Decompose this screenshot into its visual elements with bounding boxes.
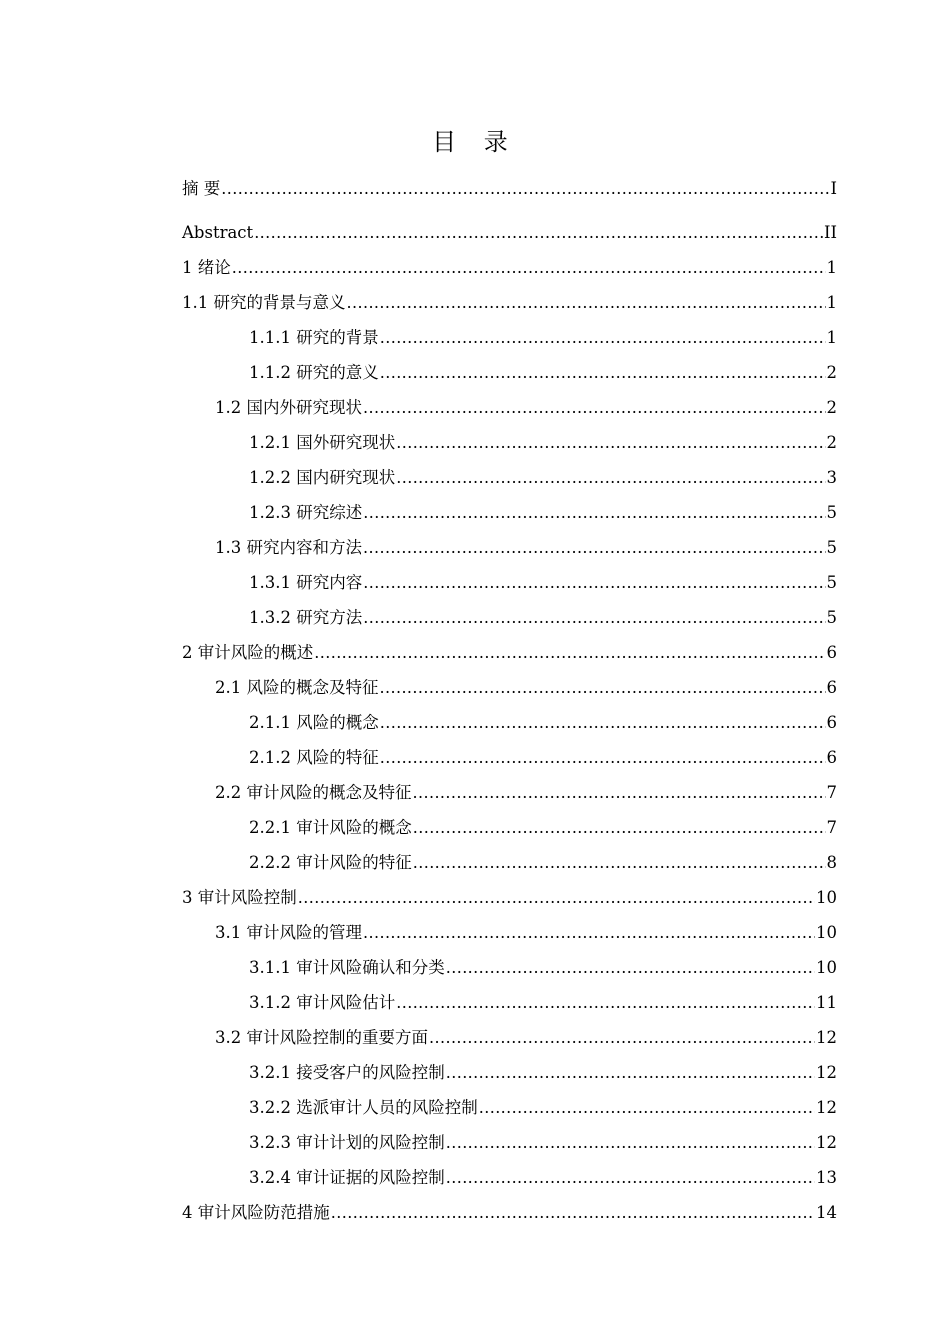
toc-entry[interactable] bbox=[182, 815, 837, 839]
toc-entry-page-number: 2 bbox=[826, 433, 837, 452]
toc-dot-leader bbox=[314, 642, 825, 664]
toc-entry-page-number: 7 bbox=[826, 818, 837, 837]
toc-entry[interactable] bbox=[182, 570, 837, 594]
toc-entry-page-number: 5 bbox=[826, 503, 837, 522]
toc-entry-label: 3.2.4 审计证据的风险控制 bbox=[249, 1168, 445, 1187]
toc-entry[interactable] bbox=[182, 1025, 837, 1049]
toc-entry-label: 3.2.2 选派审计人员的风险控制 bbox=[249, 1098, 478, 1117]
toc-entry-page-number: 10 bbox=[816, 888, 837, 907]
toc-entry-label: 3.1.1 审计风险确认和分类 bbox=[249, 958, 445, 977]
toc-entry-page-number: 12 bbox=[816, 1028, 837, 1047]
toc-dot-leader bbox=[380, 362, 826, 384]
toc-entry-label: 3 审计风险控制 bbox=[182, 888, 297, 907]
toc-entry-page-number: 5 bbox=[826, 608, 837, 627]
toc-dot-leader bbox=[396, 432, 825, 454]
toc-entry[interactable] bbox=[182, 1165, 837, 1189]
toc-entry[interactable] bbox=[182, 745, 837, 769]
toc-entry[interactable] bbox=[182, 1095, 837, 1119]
toc-entry-label: 3.2 审计风险控制的重要方面 bbox=[215, 1028, 428, 1047]
toc-dot-leader bbox=[429, 1027, 815, 1049]
toc-entry-page-number: I bbox=[830, 179, 837, 198]
toc-entry[interactable] bbox=[182, 780, 837, 804]
toc-entry[interactable] bbox=[182, 360, 837, 384]
toc-entry-label: 2.2.1 审计风险的概念 bbox=[249, 818, 412, 837]
toc-dot-leader bbox=[446, 1132, 815, 1154]
toc-entry[interactable] bbox=[182, 920, 837, 944]
toc-entry-page-number: 1 bbox=[826, 293, 837, 312]
toc-entry-label: 1.1 研究的背景与意义 bbox=[182, 293, 346, 312]
toc-entry[interactable] bbox=[182, 955, 837, 979]
toc-entry[interactable] bbox=[182, 675, 837, 699]
toc-entry[interactable] bbox=[182, 885, 837, 909]
toc-entry-label: 1.1.2 研究的意义 bbox=[249, 363, 379, 382]
toc-entry-label: Abstract bbox=[182, 223, 254, 242]
toc-entry-label: 2.2.2 审计风险的特征 bbox=[249, 853, 412, 872]
toc-dot-leader bbox=[446, 1167, 815, 1189]
toc-dot-leader bbox=[232, 257, 826, 279]
toc-dot-leader bbox=[413, 817, 826, 839]
toc-entry[interactable] bbox=[182, 640, 837, 664]
toc-entry-page-number: 12 bbox=[816, 1133, 837, 1152]
toc-entry-page-number: II bbox=[823, 223, 837, 242]
toc-dot-leader bbox=[413, 852, 826, 874]
toc-entry-page-number: 1 bbox=[826, 328, 837, 347]
toc-dot-leader bbox=[254, 222, 823, 244]
toc-dot-leader bbox=[380, 327, 826, 349]
toc-dot-leader bbox=[396, 992, 815, 1014]
toc-entry[interactable] bbox=[182, 990, 837, 1014]
toc-dot-leader bbox=[380, 677, 826, 699]
toc-entry-page-number: 3 bbox=[826, 468, 837, 487]
toc-entry[interactable] bbox=[182, 535, 837, 559]
toc-entry[interactable] bbox=[182, 290, 837, 314]
toc-dot-leader bbox=[363, 572, 825, 594]
toc-entry-page-number: 13 bbox=[816, 1168, 837, 1187]
toc-entry-label: 1.3 研究内容和方法 bbox=[215, 538, 362, 557]
toc-entry-label: 4 审计风险防范措施 bbox=[182, 1203, 330, 1222]
toc-entry[interactable] bbox=[182, 710, 837, 734]
page-title: 目 录 bbox=[432, 128, 518, 156]
toc-dot-leader bbox=[446, 1062, 815, 1084]
toc-entry[interactable] bbox=[182, 1060, 837, 1084]
toc-entry-label: 1.2 国内外研究现状 bbox=[215, 398, 362, 417]
toc-entry-page-number: 6 bbox=[826, 713, 837, 732]
toc-dot-leader bbox=[413, 782, 826, 804]
toc-entry[interactable] bbox=[182, 605, 837, 629]
toc-entry-page-number: 5 bbox=[826, 573, 837, 592]
toc-dot-leader bbox=[347, 292, 826, 314]
toc-entry-page-number: 12 bbox=[816, 1098, 837, 1117]
toc-entry[interactable] bbox=[182, 325, 837, 349]
toc-entry[interactable] bbox=[182, 465, 837, 489]
toc-dot-leader bbox=[298, 887, 815, 909]
toc-entry-label: 1.2.1 国外研究现状 bbox=[249, 433, 396, 452]
toc-entry-label: 1.3.1 研究内容 bbox=[249, 573, 363, 592]
toc-entry-label: 2.2 审计风险的概念及特征 bbox=[215, 783, 412, 802]
toc-dot-leader bbox=[331, 1202, 815, 1224]
toc-entry-label: 2.1.1 风险的概念 bbox=[249, 713, 379, 732]
toc-entry-label: 1 绪论 bbox=[182, 258, 231, 277]
toc-entry[interactable] bbox=[182, 500, 837, 524]
toc-entry-page-number: 12 bbox=[816, 1063, 837, 1082]
toc-entry-label: 摘 要 bbox=[182, 179, 221, 198]
toc-entry[interactable] bbox=[182, 1130, 837, 1154]
toc-entry-page-number: 5 bbox=[826, 538, 837, 557]
toc-dot-leader bbox=[479, 1097, 815, 1119]
toc-entry[interactable] bbox=[182, 395, 837, 419]
toc-entry-page-number: 2 bbox=[826, 398, 837, 417]
toc-entry-label: 3.1.2 审计风险估计 bbox=[249, 993, 396, 1012]
toc-dot-leader bbox=[380, 747, 826, 769]
toc-entry-page-number: 6 bbox=[826, 643, 837, 662]
toc-dot-leader bbox=[363, 607, 825, 629]
toc-entry-page-number: 8 bbox=[826, 853, 837, 872]
toc-dot-leader bbox=[380, 712, 826, 734]
toc-entry-label: 2.1.2 风险的特征 bbox=[249, 748, 379, 767]
toc-entry[interactable] bbox=[182, 255, 837, 279]
toc-entry[interactable] bbox=[182, 430, 837, 454]
toc-entry-page-number: 11 bbox=[816, 993, 837, 1012]
toc-entry-label: 1.1.1 研究的背景 bbox=[249, 328, 379, 347]
toc-entry-page-number: 1 bbox=[826, 258, 837, 277]
toc-entry[interactable] bbox=[182, 1200, 837, 1224]
toc-entry-label: 2.1 风险的概念及特征 bbox=[215, 678, 379, 697]
toc-entry-label: 1.3.2 研究方法 bbox=[249, 608, 363, 627]
toc-entry-page-number: 6 bbox=[826, 748, 837, 767]
toc-entry-label: 3.1 审计风险的管理 bbox=[215, 923, 362, 942]
toc-dot-leader bbox=[363, 397, 826, 419]
toc-entry-label: 2 审计风险的概述 bbox=[182, 643, 314, 662]
toc-entry-page-number: 7 bbox=[826, 783, 837, 802]
toc-entry-page-number: 14 bbox=[816, 1203, 837, 1222]
toc-entry-label: 1.2.3 研究综述 bbox=[249, 503, 363, 522]
toc-entry[interactable] bbox=[182, 220, 837, 244]
toc-entry-label: 1.2.2 国内研究现状 bbox=[249, 468, 396, 487]
toc-entry-label: 3.2.1 接受客户的风险控制 bbox=[249, 1063, 445, 1082]
toc-entry[interactable] bbox=[182, 176, 837, 200]
toc-dot-leader bbox=[363, 502, 825, 524]
toc-dot-leader bbox=[363, 922, 815, 944]
toc-dot-leader bbox=[221, 178, 829, 200]
toc-entry-page-number: 10 bbox=[816, 923, 837, 942]
toc-dot-leader bbox=[396, 467, 825, 489]
toc-dot-leader bbox=[446, 957, 815, 979]
toc-entry[interactable] bbox=[182, 850, 837, 874]
toc-dot-leader bbox=[363, 537, 826, 559]
toc-entry-page-number: 6 bbox=[826, 678, 837, 697]
toc-entry-page-number: 10 bbox=[816, 958, 837, 977]
toc-entry-page-number: 2 bbox=[826, 363, 837, 382]
toc-entry-label: 3.2.3 审计计划的风险控制 bbox=[249, 1133, 445, 1152]
